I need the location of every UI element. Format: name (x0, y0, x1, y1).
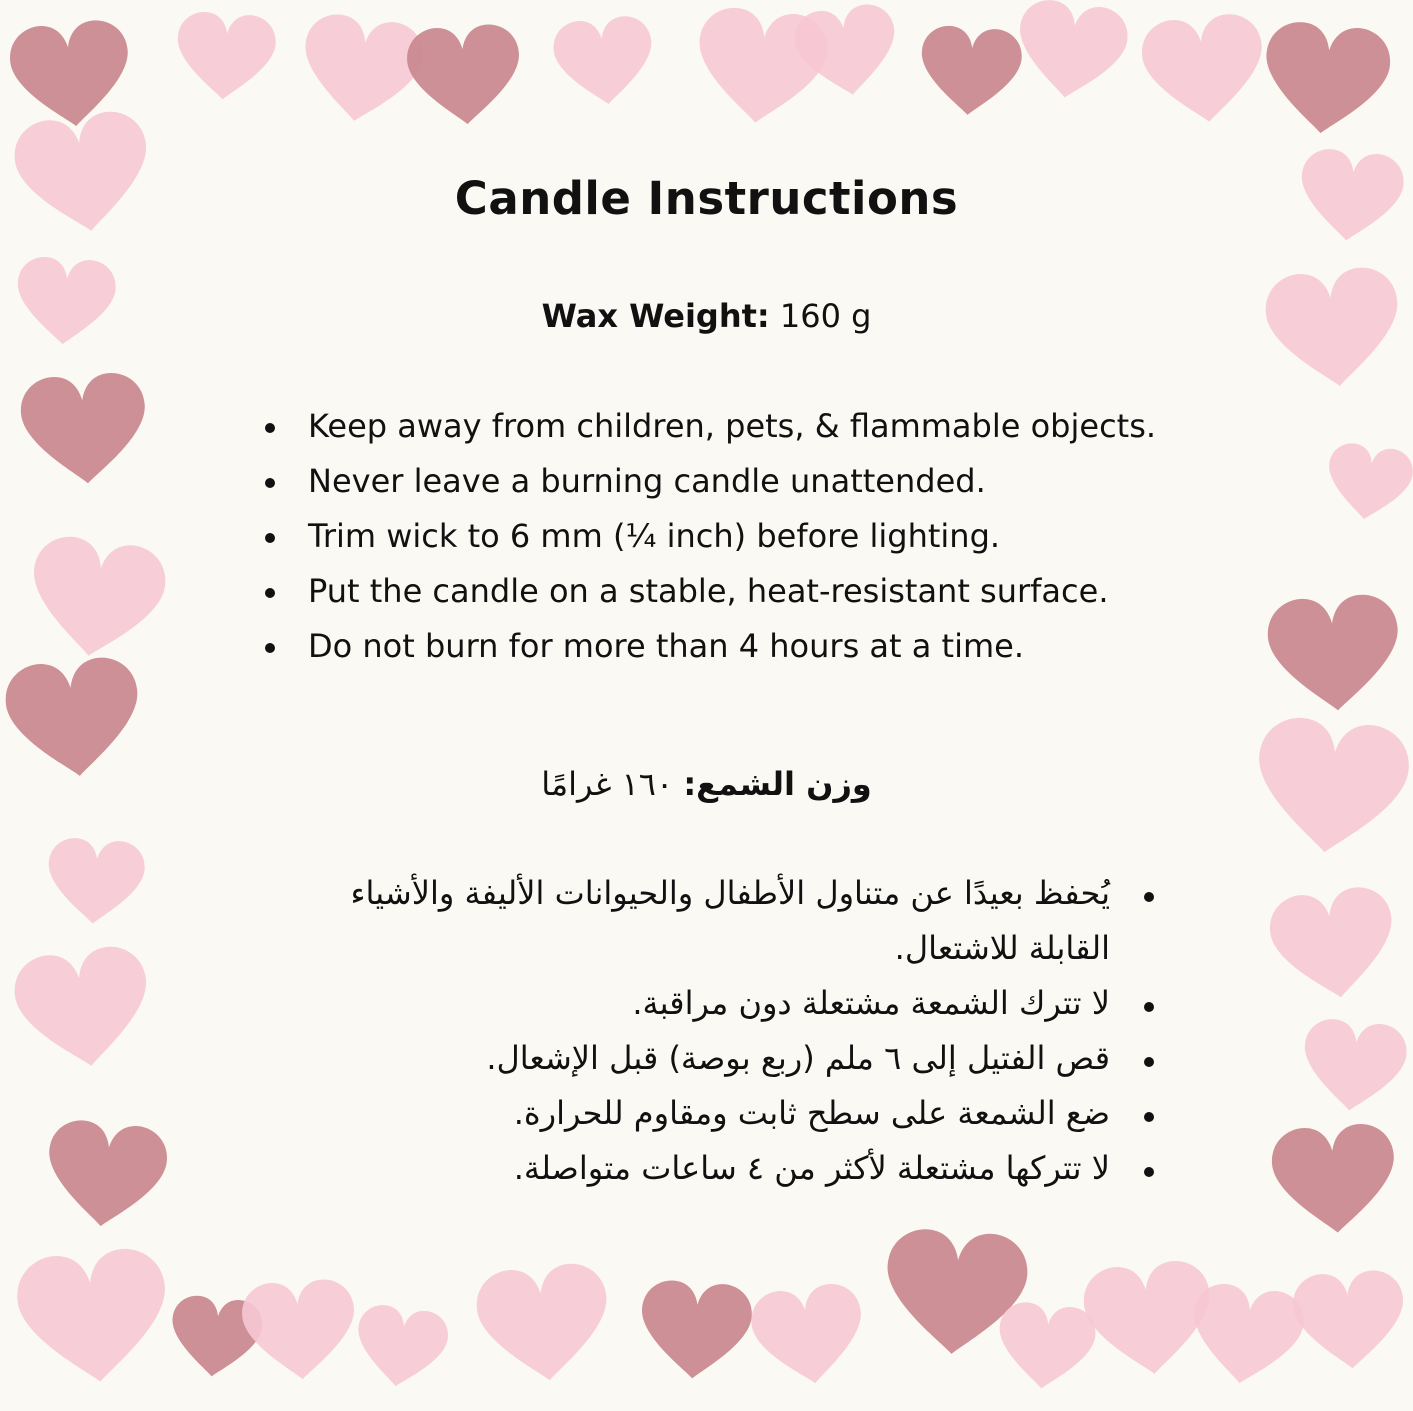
english-instructions-list (258, 399, 1188, 674)
list-item: لا تترك الشمعة مشتعلة دون مراقبة. (270, 976, 1160, 1031)
arabic-wax-weight-line (0, 765, 1413, 803)
list-item: Do not burn for more than 4 hours at a time. (258, 619, 1188, 674)
list-item: Never leave a burning candle unattended. (258, 454, 1188, 509)
list-item: يُحفظ بعيدًا عن متناول الأطفال والحيوانات الأليفة والأشياء القابلة للاشتعال. (270, 866, 1160, 976)
arabic-instructions-list (270, 866, 1160, 1196)
page-title: Candle Instructions (454, 172, 959, 225)
wax-weight-value: 160 g (769, 297, 872, 335)
list-item: Trim wick to 6 mm (¼ inch) before lighting. (258, 509, 1188, 564)
list-item: لا تتركها مشتعلة لأكثر من ٤ ساعات متواصلة. (270, 1141, 1160, 1196)
wax-weight-label: Wax Weight: (541, 297, 770, 335)
list-item: Keep away from children, pets, & flammable objects. (258, 399, 1188, 454)
list-item: Put the candle on a stable, heat-resistant surface. (258, 564, 1188, 619)
wax-weight-line (0, 297, 1413, 335)
list-item: ضع الشمعة على سطح ثابت ومقاوم للحرارة. (270, 1086, 1160, 1141)
list-item: قص الفتيل إلى ٦ ملم (ربع بوصة) قبل الإشعال. (270, 1031, 1160, 1086)
arabic-wax-weight-value: ١٦٠ غرامًا (541, 765, 684, 803)
arabic-wax-weight-label: وزن الشمع: (683, 765, 872, 803)
